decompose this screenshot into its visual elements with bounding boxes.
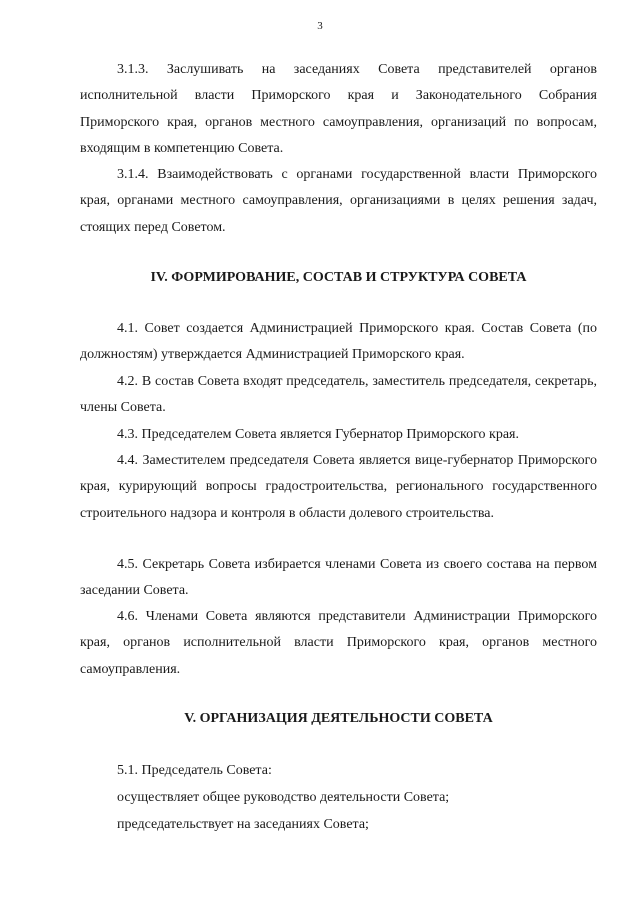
page-number: 3 <box>317 20 323 32</box>
paragraph-5-1-duty-2: председательствует на заседаниях Совета; <box>117 817 369 832</box>
paragraph-4-4: 4.4. Заместителем председателя Совета является вице-губернатор Приморского края, курирующий вопросы градостроительства, регионального государственного строительного надзора и контроля в области долевого строительства. <box>80 453 597 521</box>
paragraph-4-3: 4.3. Председателем Совета является Губернатор Приморского края. <box>117 427 519 442</box>
paragraph-3-1-4: 3.1.4. Взаимодействовать с органами государственной власти Приморского края, органами местного самоуправления, организациями в целях решения задач, стоящих перед Советом. <box>80 167 597 235</box>
paragraph-4-6: 4.6. Членами Совета являются представители Администрации Приморского края, органов исполнительной власти Приморского края, органов местного самоуправления. <box>80 609 597 677</box>
paragraph-5-1-duty-1: осуществляет общее руководство деятельности Совета; <box>117 790 450 805</box>
paragraph-4-5: 4.5. Секретарь Совета избирается членами Совета из своего состава на первом заседании Совета. <box>80 557 597 599</box>
paragraph-5-1: 5.1. Председатель Совета: <box>117 763 272 778</box>
section-heading-4: IV. ФОРМИРОВАНИЕ, СОСТАВ И СТРУКТУРА СОВЕТА <box>150 270 527 285</box>
paragraph-4-1: 4.1. Совет создается Администрацией Приморского края. Состав Совета (по должностям) утверждается Администрацией Приморского края. <box>80 321 597 363</box>
paragraph-4-2: 4.2. В состав Совета входят председатель, заместитель председателя, секретарь, члены Совета. <box>80 374 597 416</box>
paragraph-3-1-3: 3.1.3. Заслушивать на заседаниях Совета представителей органов исполнительной власти Приморского края и Законодательного Собрания Приморского края, органов местного самоуправления, организаций по вопросам, входящим в компетенцию Совета. <box>80 62 597 157</box>
section-heading-5: V. ОРГАНИЗАЦИЯ ДЕЯТЕЛЬНОСТИ СОВЕТА <box>184 711 493 726</box>
